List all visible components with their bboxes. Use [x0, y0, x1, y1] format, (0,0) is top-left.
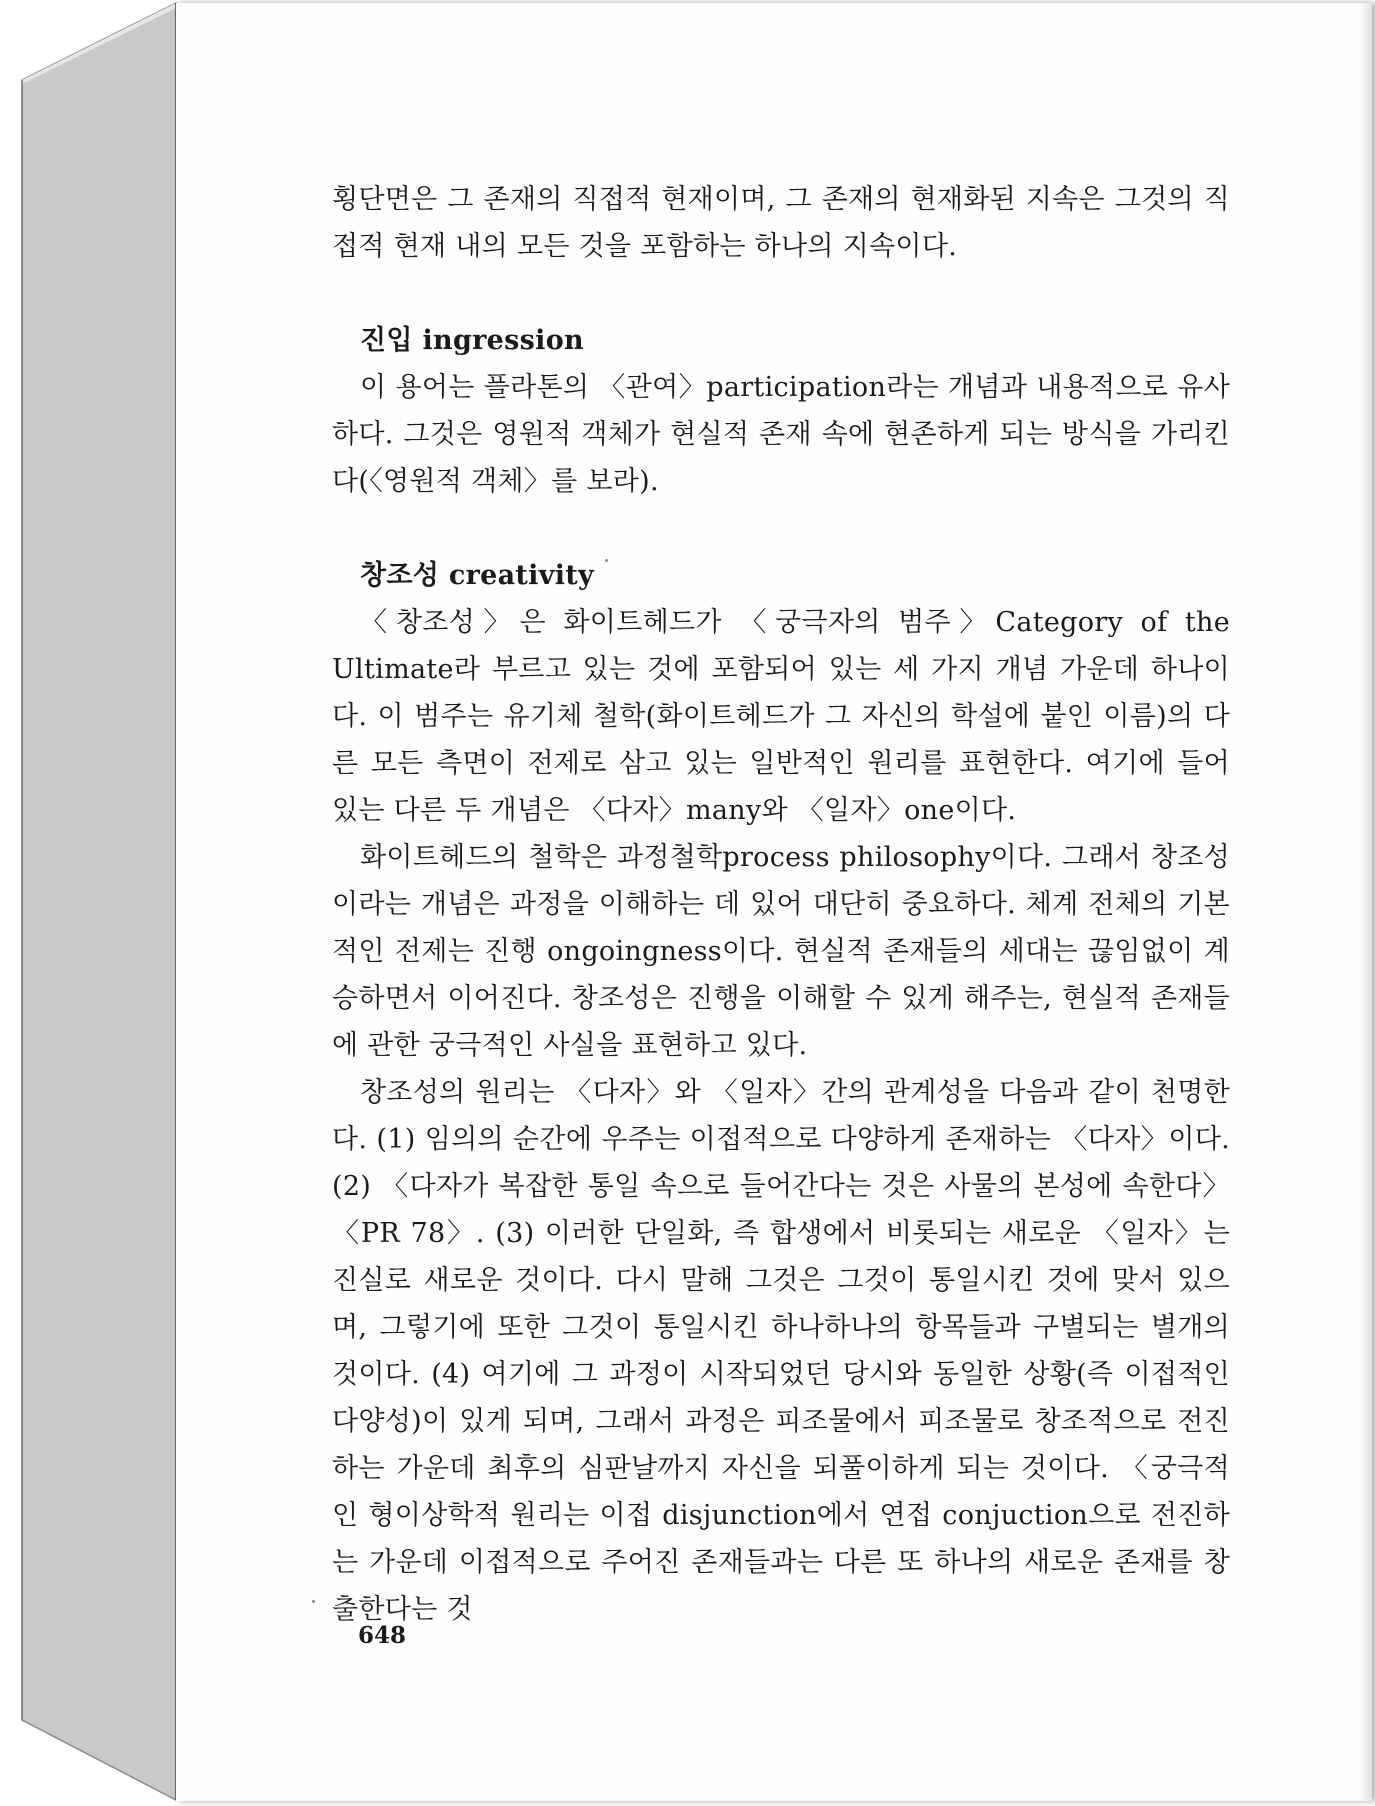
section-gap — [332, 505, 1230, 552]
section-gap — [332, 270, 1230, 317]
page-number: 648 — [358, 1622, 407, 1649]
ingression-paragraph: 이 용어는 플라톤의 〈관여〉participation라는 개념과 내용적으로 유사하다. 그것은 영원적 객체가 현실적 존재 속에 현존하게 되는 방식을 가리킨다(〈영원적 객체〉를 보라). — [332, 372, 1230, 497]
scan-speck — [312, 1600, 315, 1603]
page-edge-shadow — [1358, 3, 1372, 1801]
section-heading-ingression: 진입 ingression — [360, 325, 584, 356]
section-heading-creativity: 창조성 creativity — [360, 560, 595, 591]
intro-paragraph: 횡단면은 그 존재의 직접적 현재이며, 그 존재의 현재화된 지속은 그것의 직접적 현재 내의 모든 것을 포함하는 하나의 지속이다. — [332, 184, 1230, 262]
scan-speck — [605, 559, 608, 562]
creativity-paragraph-1: 〈창조성〉은 화이트헤드가 〈궁극자의 범주〉Category of the Ultimate라 부르고 있는 것에 포함되어 있는 세 가지 개념 가운데 하나이다. 이 범주는 유기체 철학(화이트헤드가 그 자신의 학설에 붙인 이름)의 다른 모든 측면이 전제로 삼고 있는 일반적인 원리를 표현한다. 여기에 들어 있는 다른 두 개념은 〈다자〉many와 〈일자〉one이다. — [332, 607, 1230, 826]
page-text-body — [332, 176, 1230, 1633]
creativity-paragraph-2: 화이트헤드의 철학은 과정철학process philosophy이다. 그래서 창조성이라는 개념은 과정을 이해하는 데 있어 대단히 중요하다. 체계 전체의 기본적인 전제는 진행 ongoingness이다. 현실적 존재들의 세대는 끊임없이 계승하면서 이어진다. 창조성은 진행을 이해할 수 있게 해주는, 현실적 존재들에 관한 궁극적인 사실을 표현하고 있다. — [332, 842, 1230, 1061]
creativity-paragraph-3: 창조성의 원리는 〈다자〉와 〈일자〉간의 관계성을 다음과 같이 천명한다. (1) 임의의 순간에 우주는 이접적으로 다양하게 존재하는 〈다자〉이다. (2) 〈다자가 복잡한 통일 속으로 들어간다는 것은 사물의 본성에 속한다〉〈PR 78〉. (3) 이러한 단일화, 즉 합생에서 비롯되는 새로운 〈일자〉는 진실로 새로운 것이다. 다시 말해 그것은 그것이 통일시킨 것에 맞서 있으며, 그렇기에 또한 그것이 통일시킨 하나하나의 항목들과 구별되는 별개의 것이다. (4) 여기에 그 과정이 시작되었던 당시와 동일한 상황(즉 이접적인 다양성)이 있게 되며, 그래서 과정은 피조물에서 피조물로 창조적으로 전진하는 가운데 최후의 심판날까지 자신을 되풀이하게 되는 것이다. 〈궁극적인 형이상학적 원리는 이접 disjunction에서 연접 conjuction으로 전진하는 가운데 이접적으로 주어진 존재들과는 다른 또 하나의 새로운 존재를 창출한다는 것 — [332, 1077, 1230, 1625]
